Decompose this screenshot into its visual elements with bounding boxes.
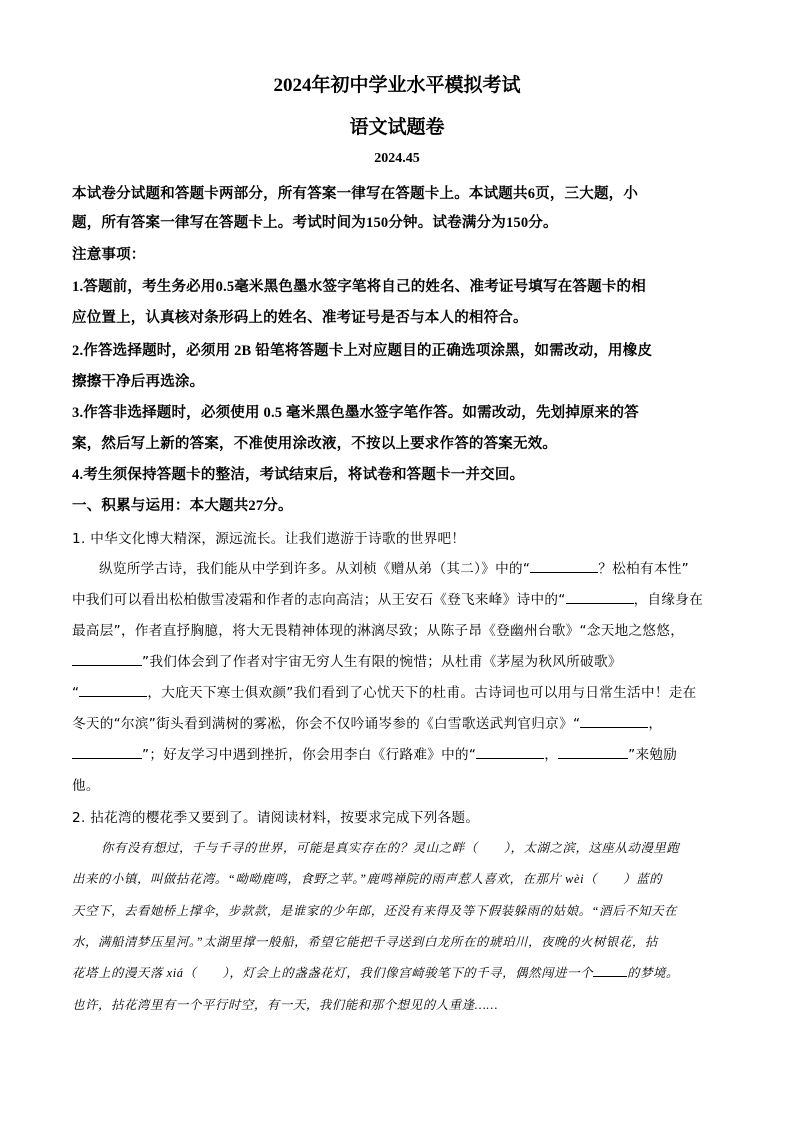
question-1-line-4 bbox=[72, 650, 722, 670]
q1-l2-text-b: ，自缘身在 bbox=[633, 592, 704, 608]
note-3-line-2: 案，然后写上新的答案，不准使用涂改液，不按以上要求作答的答案无效。 bbox=[72, 436, 558, 452]
answer-blank[interactable] bbox=[593, 964, 627, 977]
question-1-line-8: 他。 bbox=[72, 778, 100, 794]
q1-l2-text-a: 中我们可以看出松柏傲雪凌霜和作者的志向高洁；从王安石《登飞来峰》诗中的“ bbox=[72, 592, 566, 608]
answer-blank[interactable] bbox=[580, 715, 648, 728]
note-1-line-2: 应位置上，认真核对条形码上的姓名、准考证号是否与本人的相符合。 bbox=[72, 310, 528, 326]
question-1-line-3: 最高层”，作者直抒胸臆，将大无畏精神体现的淋漓尽致；从陈子昂《登幽州台歌》“念天地之悠悠， bbox=[72, 623, 685, 639]
answer-blank[interactable] bbox=[566, 591, 634, 604]
note-2-line-2: 擦擦干净后再选涂。 bbox=[72, 374, 205, 390]
q1-l7-text-b: ， bbox=[544, 747, 559, 763]
note-1-line-1: 1.答题前，考生务必用0.5毫米黑色墨水签字笔将自己的姓名、准考证号填写在答题卡的相 bbox=[72, 279, 646, 295]
question-1-line-1 bbox=[99, 557, 749, 577]
material-line-1: 你有没有想过，千与千寻的世界，可能是真实存在的？灵山之畔（ ），太湖之滨，这座从动漫里跑 bbox=[101, 841, 680, 855]
question-1-line-2 bbox=[72, 588, 722, 608]
q1-l7-text-a: ”；好友学习中遇到挫折，你会用李白《行路难》中的“ bbox=[142, 747, 477, 763]
exam-date: 2024.45 bbox=[374, 151, 420, 166]
answer-blank[interactable] bbox=[72, 746, 142, 759]
answer-blank[interactable] bbox=[72, 653, 142, 666]
q1-l1-text-a: 纵览所学古诗，我们能从中学到许多。从刘桢《赠从弟（其二）》中的“ bbox=[99, 561, 531, 577]
section-1-heading: 一、积累与运用：本大题共27分。 bbox=[72, 498, 293, 514]
q1-l4-text: ”我们体会到了作者对宇宙无穷人生有限的惋惜；从杜甫《茅屋为秋风所破歌》 bbox=[142, 654, 622, 670]
answer-blank[interactable] bbox=[476, 746, 544, 759]
exam-subtitle: 语文试题卷 bbox=[349, 117, 445, 138]
note-4: 4.考生须保持答题卡的整洁，考试结束后，将试卷和答题卡一并交回。 bbox=[72, 467, 525, 483]
answer-blank[interactable] bbox=[79, 684, 147, 697]
answer-blank[interactable] bbox=[558, 746, 628, 759]
material-line-5 bbox=[72, 963, 722, 981]
q1-l1-text-b: ？松柏有本性” bbox=[598, 561, 689, 577]
question-2-intro: 2. 拈花湾的樱花季又要到了。请阅读材料，按要求完成下列各题。 bbox=[72, 810, 480, 826]
question-1-line-5 bbox=[72, 681, 722, 701]
intro-line-2: 题，所有答案一律写在答题卡上。考试时间为150分钟。试卷满分为150分。 bbox=[72, 215, 558, 231]
q1-l6-text-a: 冬天的“尔滨”街头看到满树的雾凇，你会不仅吟诵岑参的《白雪歌送武判官归京》“ bbox=[72, 716, 581, 732]
q1-l5-text-a: “ bbox=[72, 685, 80, 701]
q1-l5-text-b: ，大庇天下寒士俱欢颜”我们看到了心忧天下的杜甫。古诗词也可以用与日常生活中！走在 bbox=[147, 685, 697, 701]
note-3-line-1: 3.作答非选择题时，必须使用 0.5 毫米黑色墨水签字笔作答。如需改动，先划掉原来的答 bbox=[72, 405, 639, 421]
question-1-line-7 bbox=[72, 743, 722, 763]
question-1-intro: 1. 中华文化博大精深，源远流长。让我们遨游于诗歌的世界吧！ bbox=[72, 531, 466, 547]
question-1-line-6 bbox=[72, 712, 722, 732]
material-line-3: 天空下，去看她桥上撑伞，步款款，是谁家的少年郎，还没有来得及等下假装躲雨的姑娘。“酒后不知天在 bbox=[72, 904, 678, 918]
q1-l7-text-c: ”来勉励 bbox=[628, 747, 678, 763]
exam-title: 2024年初中学业水平模拟考试 bbox=[273, 75, 521, 96]
material-line-6: 也许，拈花湾里有一个平行时空，有一天，我们能和那个想见的人重逢…… bbox=[72, 998, 498, 1012]
note-2-line-1: 2.作答选择题时，必须用 2B 铅笔将答题卡上对应题目的正确选项涂黑，如需改动，用橡皮 bbox=[72, 343, 653, 359]
q1-l6-text-b: ， bbox=[648, 716, 663, 732]
m5-text-a: 花塔上的漫天落 xiá（ ），灯会上的盏盏花灯，我们像宫崎骏笔下的千寻，偶然闯进一个 bbox=[72, 966, 594, 980]
m5-text-b: 的梦境。 bbox=[627, 966, 680, 980]
material-line-2: 出来的小镇，叫做拈花湾。“呦呦鹿鸣，食野之苹。”鹿鸣禅院的雨声惹人喜欢，在那片 wèi（ ）蓝的 bbox=[72, 872, 663, 886]
intro-line-1: 本试卷分试题和答题卡两部分，所有答案一律写在答题卡上。本试题共6页，三大题，小 bbox=[72, 186, 639, 202]
notes-heading: 注意事项： bbox=[72, 247, 146, 263]
material-line-4: 水，满船清梦压星河。”太湖里撑一般船，希望它能把千寻送到白龙所在的琥珀川，夜晚的火树银花，拈 bbox=[72, 935, 658, 949]
answer-blank[interactable] bbox=[530, 560, 598, 573]
